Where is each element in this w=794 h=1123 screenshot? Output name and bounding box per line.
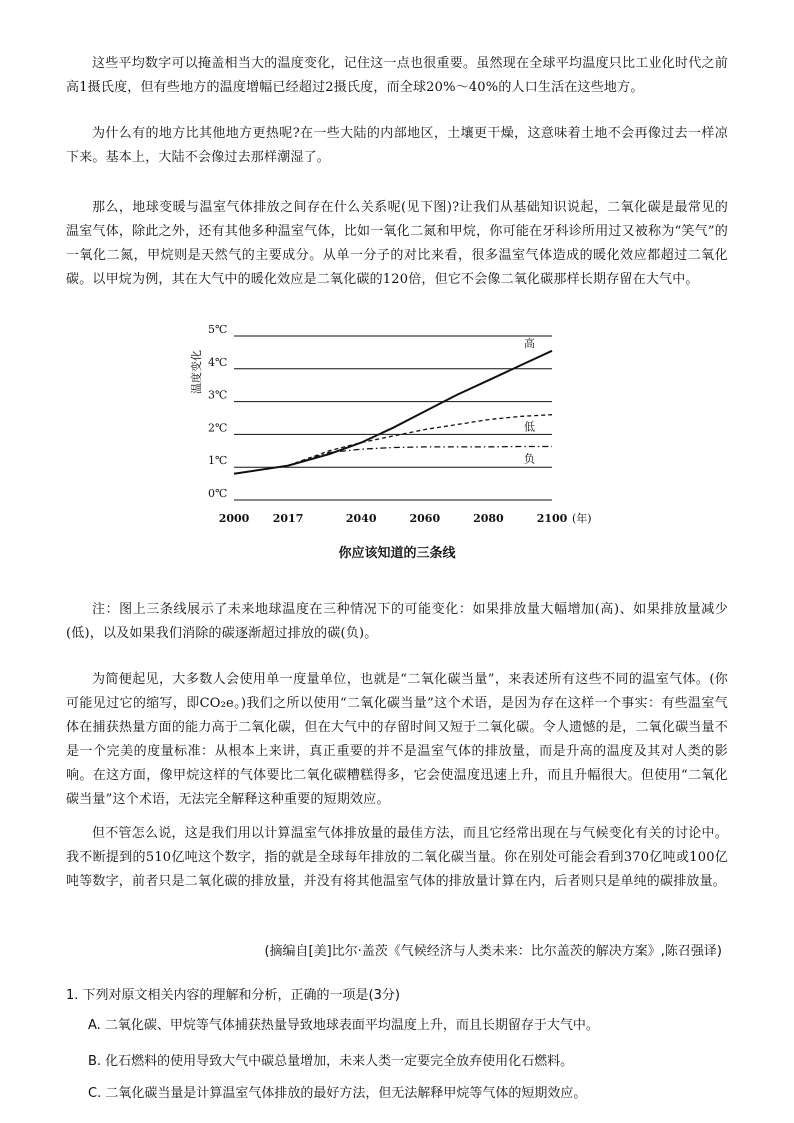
paragraph-3: 那么，地球变暖与温室气体排放之间存在什么关系呢(见下图)?让我们从基础知识说起，二氧化碳是最常见的温室气体，除此之外，还有其他多种温室气体，比如一氧化二氮和甲烷，你可能在牙科诊所用过又被称为“笑气”的一氧化二氮，甲烷则是天然气的主要成分。从单一分子的对比来看，很多温室气体造成的暖化效应都超过二氧化碳。以甲烷为例，其在大气中的暖化效应是二氧化碳的120倍，但它不会像二氧化碳那样长期存留在大气中。 <box>66 200 728 287</box>
x-tick-label: 2017 <box>272 512 304 525</box>
series-label: 高 <box>524 336 535 350</box>
series-line-1 <box>288 415 552 466</box>
option-a[interactable]: A. 二氧化碳、甲烷等气体捕获热量导致地球表面平均温度上升，而且长期留存于大气中。 <box>88 1018 599 1033</box>
source-citation: (摘编自[美]比尔·盖茨《气候经济与人类未来：比尔盖茨的解决方案》,陈召强译) <box>264 944 722 959</box>
x-tick-label: 2100 <box>536 512 568 525</box>
option-c[interactable]: C. 二氧化碳当量是计算温室气体排放的最好方法，但无法解释甲烷等气体的短期效应。 <box>88 1086 587 1101</box>
chart-svg <box>188 322 608 532</box>
paragraph-5: 但不管怎么说，这是我们用以计算温室气体排放量的最佳方法，而且它经常出现在与气候变化有关的讨论中。我不断提到的510亿吨这个数字，指的就是全球每年排放的二氧化碳当量。你在别处可能会看到370亿吨或100亿吨等数字，前者只是二氧化碳的排放量，并没有将其他温室气体的排放量计算在内，后者则只是单纯的碳排放量。 <box>66 826 728 889</box>
y-tick-label: 3℃ <box>208 388 228 402</box>
x-tick-label: 2040 <box>345 512 377 525</box>
series-label: 负 <box>524 452 535 466</box>
temperature-chart <box>188 322 608 532</box>
chart-note: 注：图上三条线展示了未来地球温度在三种情况下的可能变化：如果排放量大幅增加(高)、如果排放量减少(低)，以及如果我们消除的碳逐渐超过排放的碳(负)。 <box>66 602 728 641</box>
paragraph-2: 为什么有的地方比其他地方更热呢?在一些大陆的内部地区，土壤更干燥，这意味着土地不会再像过去一样凉下来。基本上，大陆不会像过去那样潮湿了。 <box>66 126 728 165</box>
question-stem: 1. 下列对原文相关内容的理解和分析，正确的一项是(3分) <box>66 988 400 1003</box>
x-axis-label: (年) <box>572 512 592 525</box>
y-tick-label: 0℃ <box>208 487 228 500</box>
x-tick-label: 2060 <box>409 512 441 525</box>
series-label: 低 <box>524 420 535 434</box>
x-tick-label: 2080 <box>473 512 504 525</box>
paragraph-1: 这些平均数字可以掩盖相当大的温度变化，记住这一点也很重要。虽然现在全球平均温度只比工业化时代之前高1摄氏度，但有些地方的温度增幅已经超过2摄氏度，而全球20%～40%的人口生活在这些地方。 <box>66 56 728 95</box>
y-tick-label: 5℃ <box>208 323 228 336</box>
series-line-2 <box>288 447 552 466</box>
chart-caption: 你应该知道的三条线 <box>338 546 456 561</box>
y-tick-label: 2℃ <box>208 421 228 435</box>
x-tick-label: 2000 <box>218 512 250 525</box>
y-axis-label: 温度变化 <box>190 350 203 394</box>
paragraph-4: 为简便起见，大多数人会使用单一度量单位，也就是“二氧化碳当量”，来表述所有这些不同的温室气体。(你可能见过它的缩写，即CO₂e。)我们之所以使用“二氧化碳当量”这个术语，是因为存在这样一个事实：有些温室气体在捕获热量方面的能力高于二氧化碳，但在大气中的存留时间又短于二氧化碳。令人遗憾的是，二氧化碳当量不是一个完美的度量标准：从根本上来讲，真正重要的并不是温室气体的排放量，而是升高的温度及其对人类的影响。在这方面，像甲烷这样的气体要比二氧化碳糟糕得多，它会使温度迅速上升，而且升幅很大。但使用“二氧化碳当量”这个术语，无法完全解释这种重要的短期效应。 <box>66 672 728 807</box>
y-tick-label: 1℃ <box>208 454 228 468</box>
y-tick-label: 4℃ <box>208 355 228 369</box>
option-b[interactable]: B. 化石燃料的使用导致大气中碳总量增加，未来人类一定要完全放弃使用化石燃料。 <box>88 1054 574 1069</box>
